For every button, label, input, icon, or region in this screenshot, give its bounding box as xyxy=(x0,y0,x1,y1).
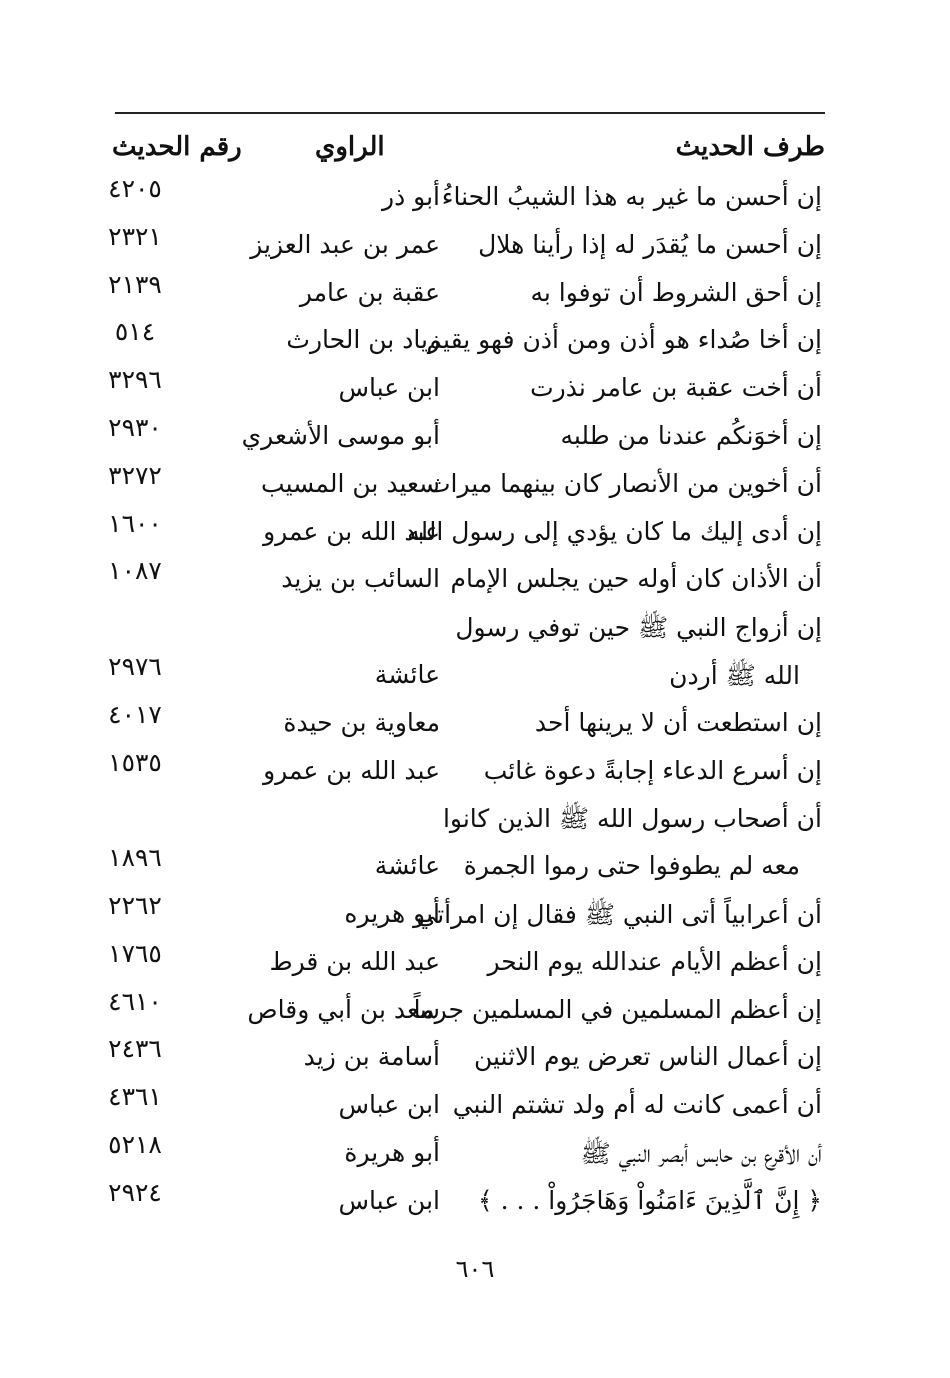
narrator-name: زياد بن الحارث xyxy=(286,325,440,355)
narrator-name: ابن عباس xyxy=(338,1185,440,1215)
header-rule xyxy=(115,112,825,114)
hadith-text: إن أعظم الأيام عندالله يوم النحر xyxy=(487,946,822,976)
table-row xyxy=(0,1082,950,1134)
hadith-number: ١٥٣٥ xyxy=(108,747,162,777)
hadith-text: أن الأقرع بن حابس أبصر النبي ﷺ xyxy=(580,1139,822,1168)
hadith-number: ٤٦١٠ xyxy=(108,986,162,1016)
hadith-text: أن أصحاب رسول الله ﷺ الذين كانوا xyxy=(442,804,822,834)
hadith-text: إن أدى إليك ما كان يؤدي إلى رسول الله xyxy=(407,516,822,546)
hadith-text: إن أخا صُداء هو أذن ومن أذن فهو يقيم xyxy=(426,325,822,355)
narrator-name: ابن عباس xyxy=(338,1090,440,1120)
table-row xyxy=(0,413,950,465)
hadith-text: إن أعمال الناس تعرض يوم الاثنين xyxy=(473,1042,822,1072)
table-row xyxy=(0,556,950,608)
hadith-number: ٥٢١٨ xyxy=(108,1130,162,1159)
hadith-number: ٤٣٦١ xyxy=(108,1082,162,1112)
hadith-number: ٢٣٢١ xyxy=(108,221,162,251)
number-column-header: رقم الحديث xyxy=(112,132,242,162)
hadith-text: أن الأذان كان أوله حين يجلس الإمام xyxy=(450,564,822,594)
hadith-number: ٤٠١٧ xyxy=(108,699,162,729)
table-row xyxy=(0,365,950,417)
hadith-text: إن أزواج النبي ﷺ حين توفي رسول xyxy=(455,613,822,643)
hadith-text: أن أخت عقبة بن عامر نذرت xyxy=(530,373,822,403)
hadith-text: إن أعظم المسلمين في المسلمين جرماً xyxy=(413,994,822,1024)
narrator-column-header: الراوي xyxy=(315,132,385,162)
hadith-text: إن أحق الشروط أن توفوا به xyxy=(530,277,822,307)
narrator-name: عائشة xyxy=(374,660,440,689)
hadith-number: ٢١٣٩ xyxy=(108,269,162,299)
narrator-name: سعيد بن المسيب xyxy=(261,468,440,498)
narrator-name: عبد الله بن عمرو xyxy=(263,516,440,546)
hadith-text: ﴿ إِنَّ ٱلَّذِينَ ءَامَنُواْ وَهَاجَرُواْ . . . ﴾ xyxy=(477,1185,822,1215)
narrator-name: عائشة xyxy=(374,851,440,881)
hadith-number: ١٧٦٥ xyxy=(108,938,162,968)
narrator-name: أبو موسى الأشعري xyxy=(241,421,440,450)
table-row xyxy=(0,986,950,1039)
hadith-number: ٢٩٢٤ xyxy=(108,1177,162,1207)
hadith-column-header: طرف الحديث xyxy=(675,132,825,162)
narrator-name: معاوية بن حيدة xyxy=(283,707,440,737)
table-row xyxy=(0,1177,950,1230)
narrator-name: عبد الله بن عمرو xyxy=(263,755,440,785)
table-row xyxy=(0,699,950,752)
narrator-name: أبو هريره xyxy=(344,899,440,928)
hadith-number: ٣٢٧٢ xyxy=(108,460,162,490)
hadith-text: الله ﷺ أردن xyxy=(669,661,800,690)
hadith-text: إن استطعت أن لا يرينها أحد xyxy=(534,707,822,737)
hadith-number: ١٨٩٦ xyxy=(108,843,162,873)
hadith-number: ١٦٠٠ xyxy=(108,508,162,538)
narrator-name: أبو هريرة xyxy=(344,1138,440,1167)
page-number: ٦٠٦ xyxy=(455,1255,495,1283)
hadith-text: إن أحسن ما غير به هذا الشيبُ الحناءُ xyxy=(441,182,822,211)
hadith-text: إن أخوَنكُم عندنا من طلبه xyxy=(560,421,822,450)
narrator-name: ابن عباس xyxy=(338,373,440,403)
hadith-number: ٥١٤ xyxy=(114,317,156,347)
hadith-number: ٣٢٩٦ xyxy=(108,365,162,395)
hadith-number: ٢٩٣٠ xyxy=(108,413,162,442)
table-row xyxy=(0,221,950,274)
hadith-text: أن أخوين من الأنصار كان بينهما ميراث xyxy=(427,468,822,498)
table-row xyxy=(0,843,950,895)
hadith-number: ٤٢٠٥ xyxy=(108,174,162,203)
narrator-name: أسامة بن زيد xyxy=(303,1042,440,1072)
table-row xyxy=(0,1130,950,1182)
hadith-text: إن أسرع الدعاء إجابةً دعوة غائب xyxy=(483,755,822,785)
hadith-text: أن أعرابياً أتى النبي ﷺ فقال إن امرأتي xyxy=(416,900,822,929)
hadith-text: أن أعمى كانت له أم ولد تشتم النبي xyxy=(452,1090,822,1120)
table-row xyxy=(0,269,950,322)
narrator-name: عقبة بن عامر xyxy=(299,277,440,307)
hadith-number: ٢٩٧٦ xyxy=(108,652,162,681)
table-row xyxy=(0,1034,950,1086)
hadith-number: ٢٢٦٢ xyxy=(108,891,162,920)
narrator-name: عمر بن عبد العزيز xyxy=(250,229,440,259)
narrator-name: السائب بن يزيد xyxy=(281,564,440,594)
table-row xyxy=(0,508,950,561)
hadith-text: إن أحسن ما يُقدَر له إذا رأينا هلال xyxy=(478,229,822,259)
hadith-text: معه لم يطوفوا حتى رموا الجمرة xyxy=(463,851,800,881)
table-row xyxy=(0,799,950,847)
table-row xyxy=(0,174,950,226)
narrator-name: أبو ذر xyxy=(382,182,440,211)
narrator-name: عبد الله بن قرط xyxy=(269,946,440,976)
hadith-number: ٢٤٣٦ xyxy=(108,1034,162,1064)
table-row xyxy=(0,938,950,991)
table-row xyxy=(0,747,950,800)
table-row xyxy=(0,652,950,704)
narrator-name: سعد بن أبي وقاص xyxy=(247,994,440,1024)
table-row xyxy=(0,891,950,943)
table-row xyxy=(0,460,950,513)
hadith-number: ١٠٨٧ xyxy=(108,556,162,586)
table-row xyxy=(0,608,950,656)
table-row xyxy=(0,317,950,369)
